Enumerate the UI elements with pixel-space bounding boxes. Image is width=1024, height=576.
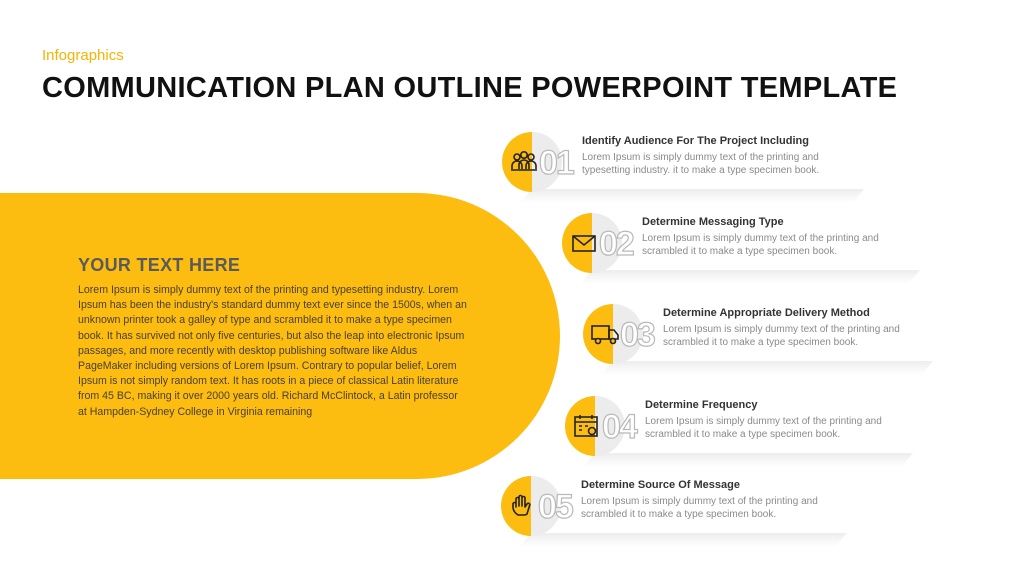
step-3 — [583, 304, 933, 366]
main-body-text: Lorem Ipsum is simply dummy text of the printing and typesetting industry. Lorem Ipsum has been the industry's standard dummy text ever since the 1500s, when an unknown printer took a galley of type and scrambled it to make a type specimen book. It has survived not only five centuries, but also the leap into electronic Ipsum passages, and more recently with desktop publishing software like Aldus PageMaker including versions of Lorem Ipsum. Contrary to popular belief, Lorem Ipsum is not simply random text. It has roots in a piece of classical Latin literature from 45 BC, making it over 2000 years old. Richard McClintock, a Latin professor at Hampden-Sydney College in Virginia remaining — [78, 284, 467, 418]
people-icon — [509, 149, 539, 175]
step-shadow — [601, 361, 933, 375]
main-heading: YOUR TEXT HERE — [78, 255, 241, 275]
truck-icon — [590, 321, 620, 347]
step-4 — [565, 396, 913, 458]
step-shadow — [583, 453, 913, 467]
step-number: 05 — [538, 488, 572, 526]
step-title: Determine Source Of Message — [581, 479, 740, 491]
step-1 — [502, 132, 864, 194]
step-text: Lorem Ipsum is simply dummy text of the printing and scrambled it to make a type specimen book. — [642, 233, 879, 257]
step-2 — [562, 213, 920, 275]
step-shadow — [520, 189, 864, 203]
step-text: Lorem Ipsum is simply dummy text of the printing and scrambled it to make a type specimen book. — [645, 416, 882, 440]
envelope-icon — [569, 230, 599, 256]
step-title: Determine Frequency — [645, 399, 758, 411]
step-title: Determine Appropriate Delivery Method — [663, 307, 870, 319]
step-text: Lorem Ipsum is simply dummy text of the printing and typesetting industry. it to make a type specimen book. — [582, 152, 820, 176]
step-number: 04 — [602, 408, 636, 446]
step-title: Determine Messaging Type — [642, 216, 784, 228]
category-label: Infographics — [42, 47, 124, 64]
step-shadow — [580, 270, 920, 284]
step-number: 01 — [539, 144, 573, 182]
step-shadow — [519, 533, 847, 547]
step-title: Identify Audience For The Project Including — [582, 135, 809, 147]
step-text: Lorem Ipsum is simply dummy text of the printing and scrambled it to make a type specimen book. — [581, 496, 818, 520]
hand-icon — [508, 493, 538, 519]
step-text: Lorem Ipsum is simply dummy text of the printing and scrambled it to make a type specimen book. — [663, 324, 900, 348]
step-number: 03 — [620, 316, 654, 354]
step-5 — [501, 476, 847, 538]
step-number: 02 — [599, 225, 633, 263]
calendar-icon — [572, 413, 602, 439]
page-title: COMMUNICATION PLAN OUTLINE POWERPOINT TEMPLATE — [42, 72, 898, 104]
